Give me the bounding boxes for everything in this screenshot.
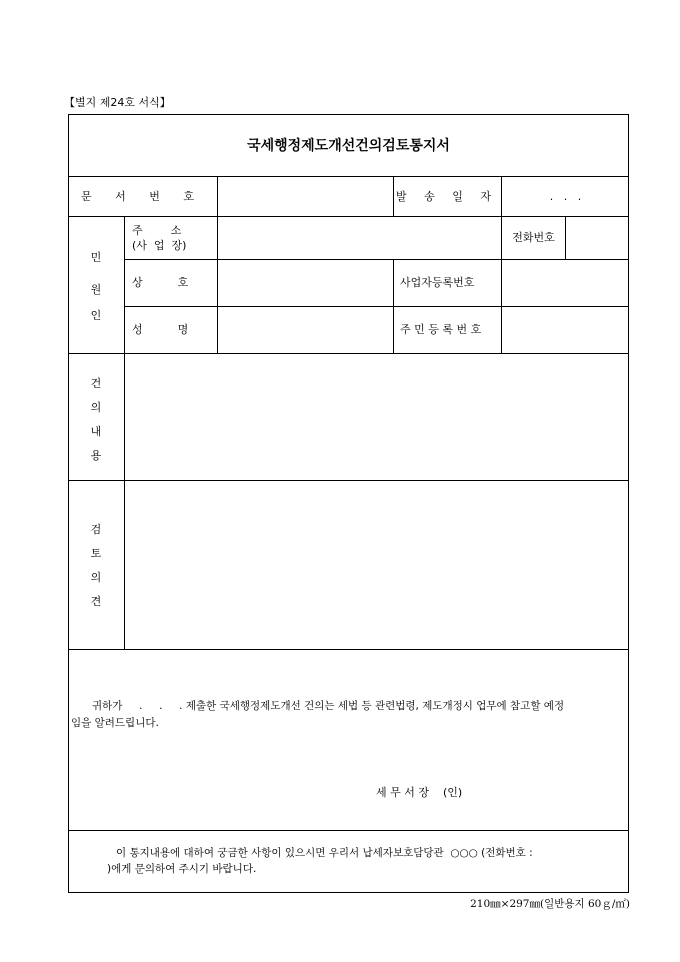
phone-label: 전화번호	[512, 231, 555, 244]
line	[68, 830, 629, 831]
review-char: 토	[90, 547, 102, 560]
company-label: 상 호	[132, 276, 189, 289]
resident-no-field[interactable]	[502, 307, 629, 353]
review-label	[86, 518, 106, 614]
complainant-label	[86, 246, 106, 328]
proposal-char: 용	[90, 449, 102, 462]
line	[393, 259, 394, 353]
phone-field[interactable]	[566, 217, 629, 259]
biz-reg-no-field[interactable]	[502, 260, 629, 306]
doc-number-field[interactable]	[218, 177, 393, 216]
line	[68, 649, 629, 650]
address-field[interactable]	[218, 217, 501, 259]
name-label: 성 명	[132, 323, 189, 336]
review-char: 검	[90, 523, 102, 536]
review-char: 의	[90, 571, 102, 584]
proposal-char: 내	[90, 425, 102, 438]
address-sublabel: (사 업 장)	[132, 239, 187, 252]
proposal-label	[86, 372, 106, 468]
resident-no-label: 주 민 등 록 번 호	[400, 323, 482, 336]
address-label: 주 소	[132, 224, 182, 237]
send-date-value[interactable]: . . .	[549, 190, 582, 203]
review-char: 견	[90, 595, 102, 608]
complainant-char: 인	[90, 309, 102, 322]
signature-line: 세 무 서 장 (인)	[376, 786, 463, 799]
biz-reg-no-label: 사업자등록번호	[400, 276, 475, 289]
body-text-line-1: 귀하가 . . . 제출한 국세행정제도개선 건의는 세법 등 관련법령, 제도개정시 업무에 참고할 예정	[92, 700, 565, 712]
complainant-char: 원	[90, 283, 102, 296]
proposal-content-field[interactable]	[125, 354, 629, 480]
body-text-line-2: 임을 알려드립니다.	[71, 717, 159, 729]
review-opinion-field[interactable]	[125, 481, 629, 649]
doc-number-label: 문 서 번 호	[81, 190, 204, 203]
proposal-char: 의	[90, 401, 102, 414]
form-tag: 【별지 제24호 서식】	[64, 96, 171, 109]
complainant-char: 민	[90, 251, 102, 264]
proposal-char: 건	[90, 377, 102, 390]
send-date-label: 발 송 일 자	[396, 190, 498, 203]
name-field[interactable]	[218, 307, 393, 353]
inquiry-notice-line-2: )에게 문의하여 주시기 바랍니다.	[107, 863, 257, 875]
paper-spec: 210㎜×297㎜(일반용지 60ｇ/㎡)	[470, 898, 630, 910]
company-field[interactable]	[218, 260, 393, 306]
inquiry-notice-line-1: 이 통지내용에 대하여 궁금한 사항이 있으시면 우리서 납세자보호담당관 ○○○ (전화번호 :	[116, 847, 533, 859]
form-title: 국세행정제도개선건의검토통지서	[247, 138, 450, 154]
